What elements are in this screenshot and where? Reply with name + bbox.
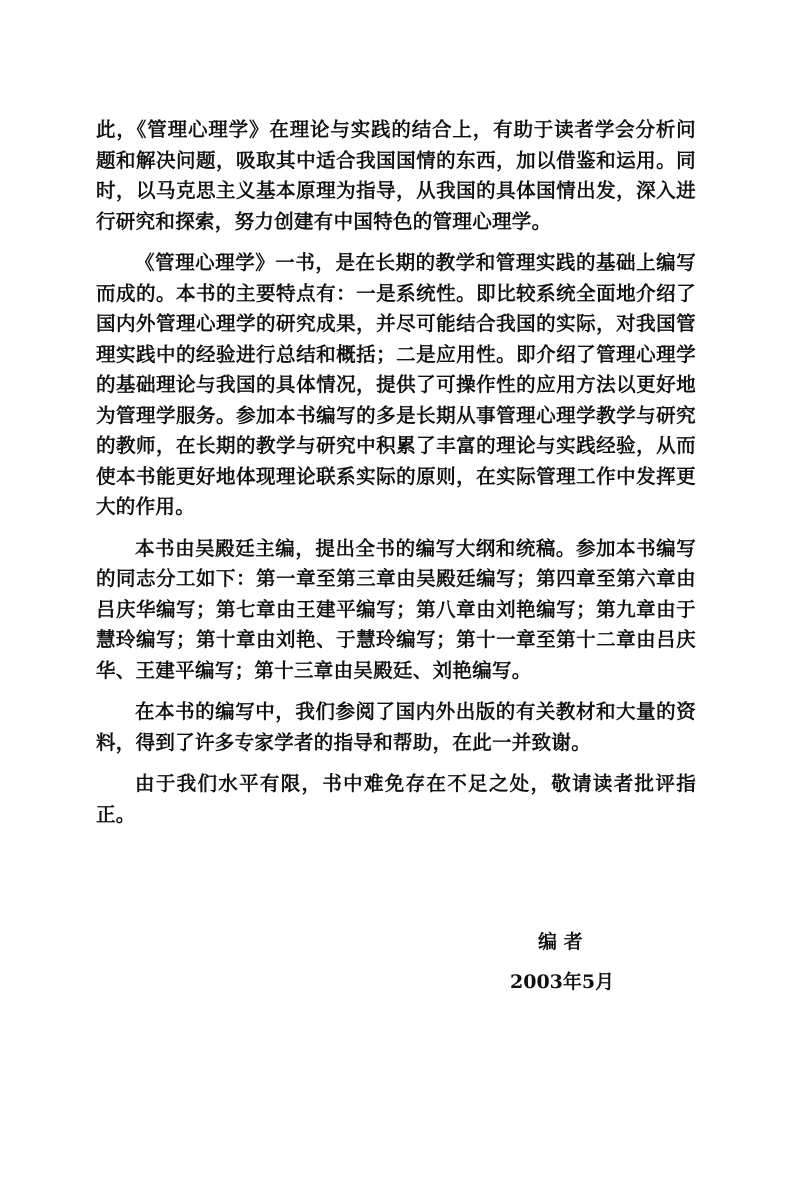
paragraph-3: 本书由吴殿廷主编，提出全书的编写大纲和统稿。参加本书编写的同志分工如下：第一章至第三章由吴殿廷编写；第四章至第六章由吕庆华编写；第七章由王建平编写；第八章由刘艳编写；第九章由于慧玲编写；第十章由刘艳、于慧玲编写；第十一章至第十二章由吕庆华、王建平编写；第十三章由吴殿廷、刘艳编写。	[96, 536, 696, 682]
paragraph-5: 由于我们水平有限，书中难免存在不足之处，敬请读者批评指正。	[96, 772, 696, 826]
signature-block	[500, 922, 670, 1002]
paragraph-2: 《管理心理学》一书，是在长期的教学和管理实践的基础上编写而成的。本书的主要特点有：一是系统性。即比较系统全面地介绍了国内外管理心理学的研究成果，并尽可能结合我国的实际，对我国管理实践中的经验进行总结和概括；二是应用性。即介绍了管理心理学的基础理论与我国的具体情况，提供了可操作性的应用方法以更好地为管理学服务。参加本书编写的多是长期从事管理心理学教学与研究的教师，在长期的教学与研究中积累了丰富的理论与实践经验，从而使本书能更好地体现理论联系实际的原则，在实际管理工作中发挥更大的作用。	[96, 251, 696, 518]
signature-author: 编 者	[538, 931, 583, 953]
preface-body	[96, 115, 696, 841]
signature-date: 2003年5月	[510, 971, 615, 993]
paragraph-4: 在本书的编写中，我们参阅了国内外出版的有关教材和大量的资料，得到了许多专家学者的指导和帮助，在此一并致谢。	[96, 700, 696, 754]
paragraph-1: 此，《管理心理学》在理论与实践的结合上，有助于读者学会分析问题和解决问题，吸取其中适合我国国情的东西，加以借鉴和运用。同时，以马克思主义基本原理为指导，从我国的具体国情出发，深入进行研究和探索，努力创建有中国特色的管理心理学。	[96, 118, 696, 233]
